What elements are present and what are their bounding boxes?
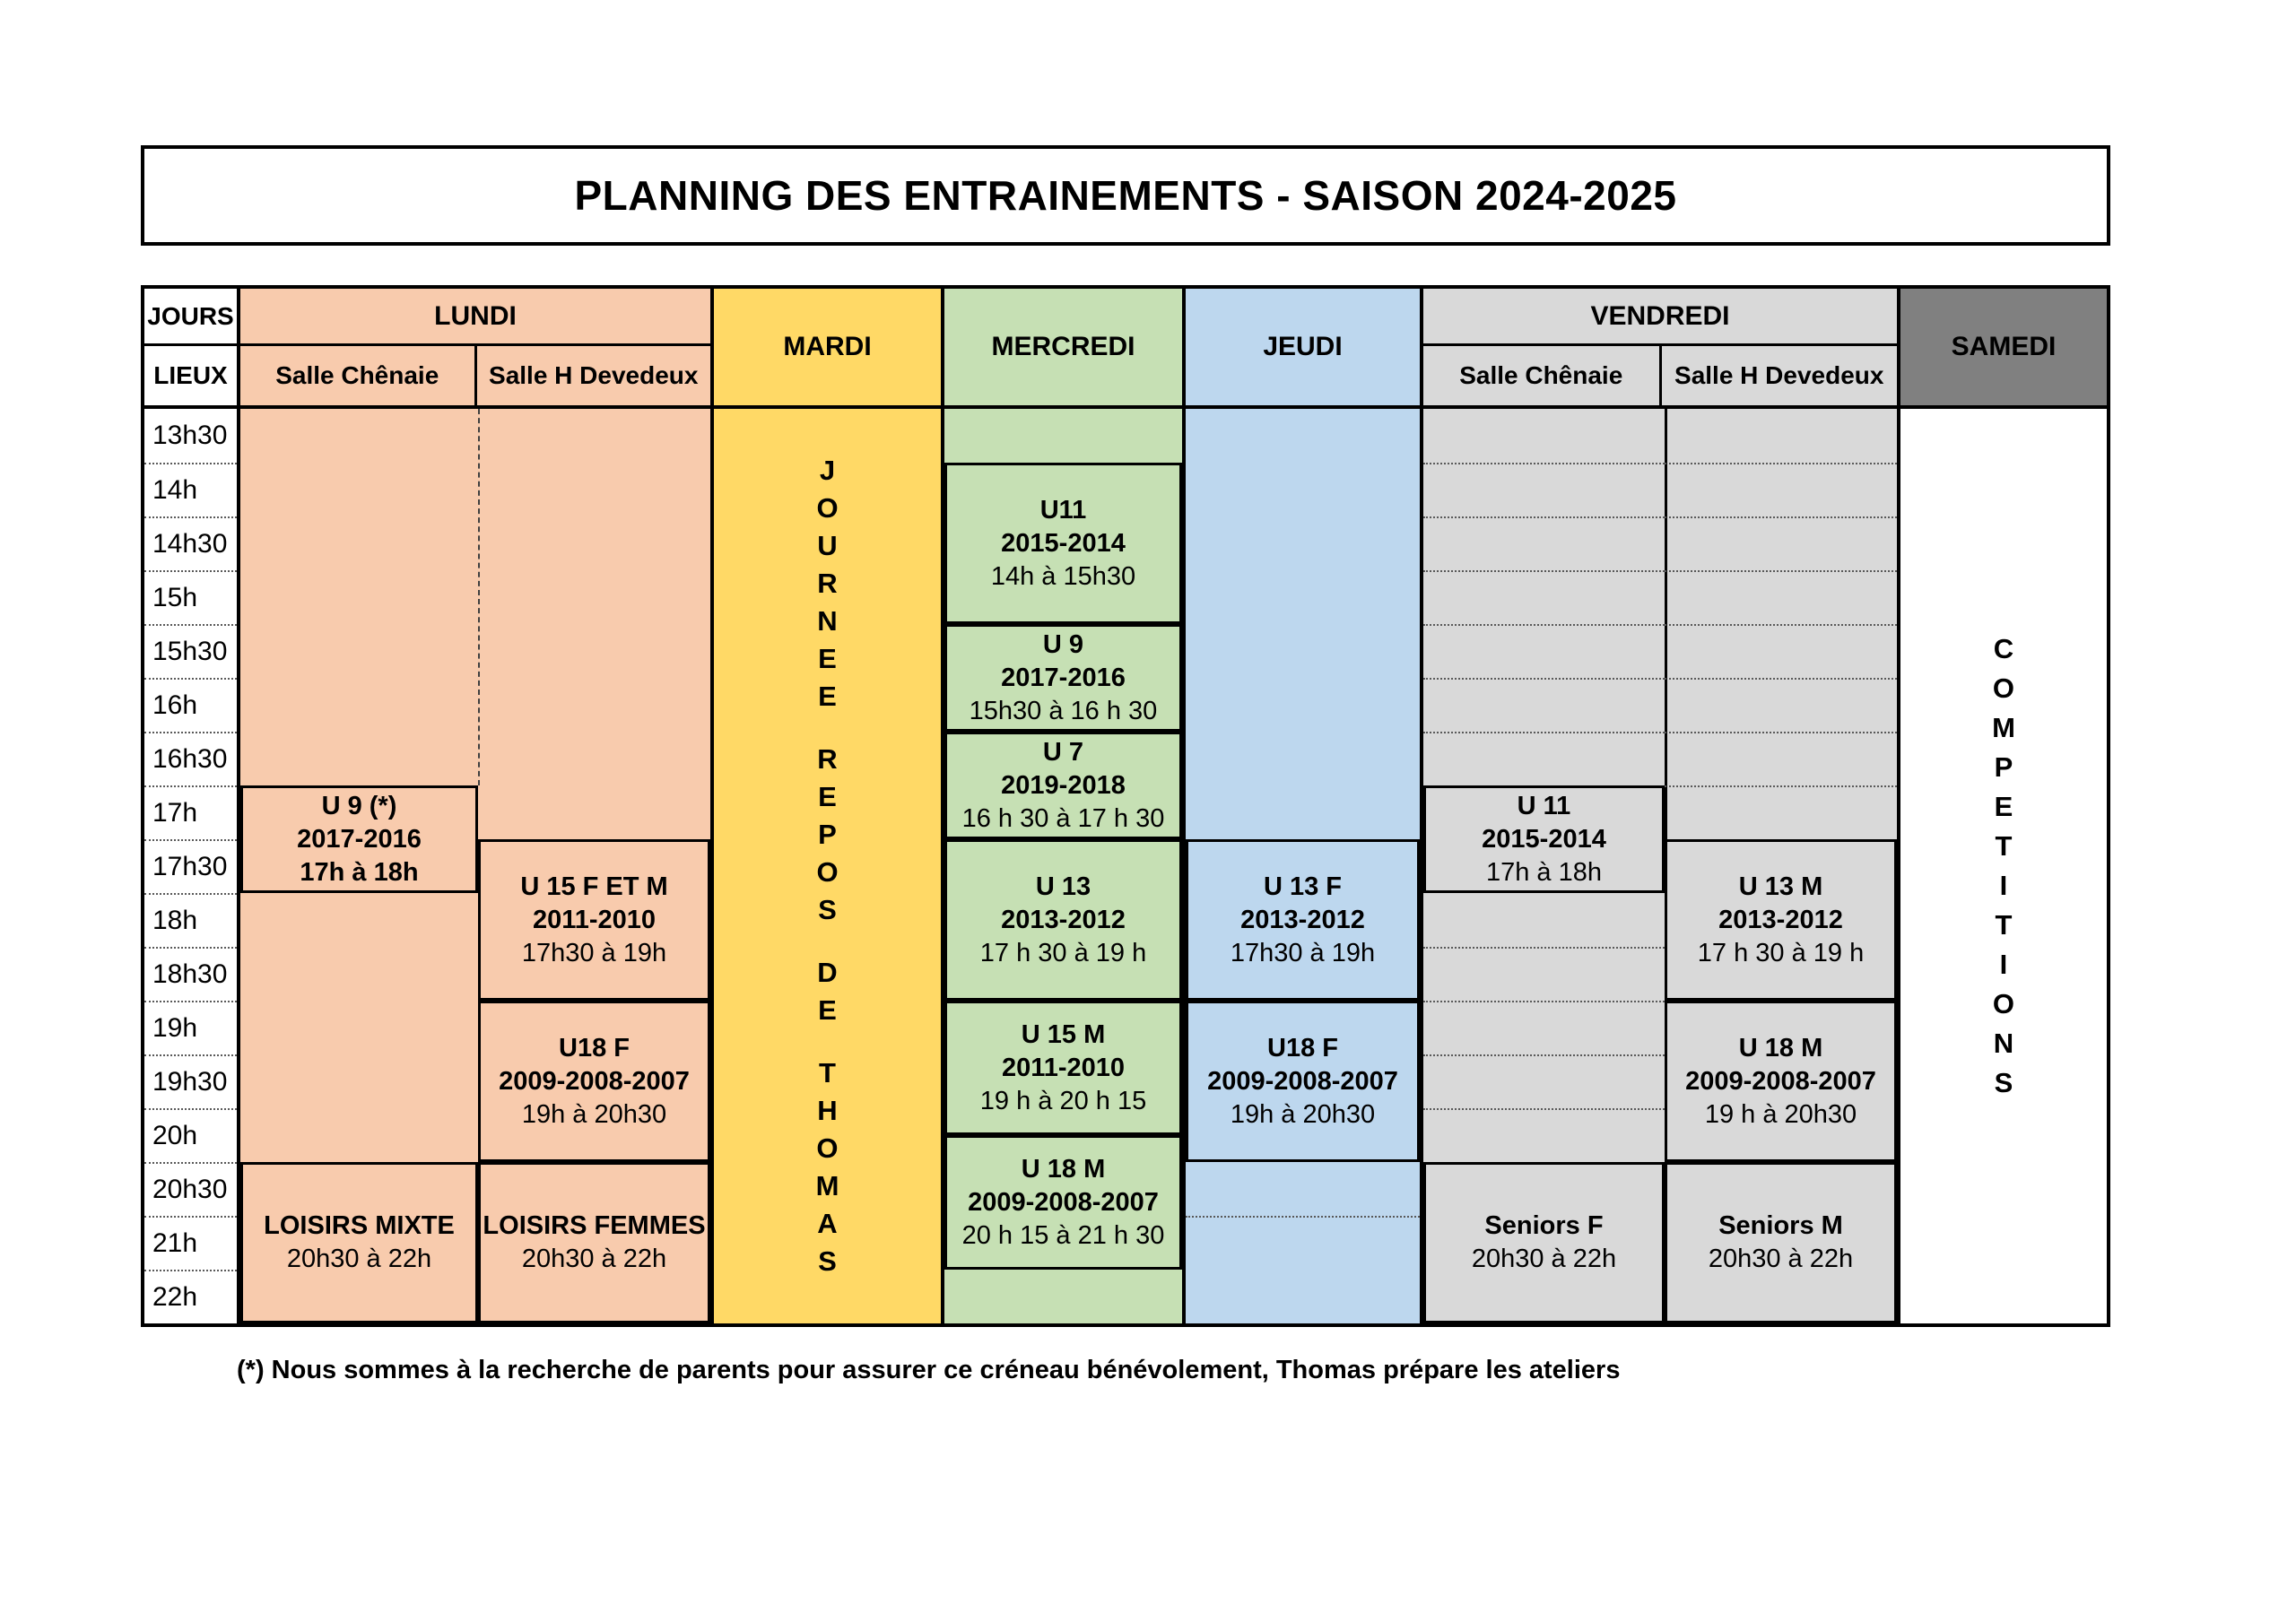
vertical-letter: S: [818, 1245, 837, 1277]
event-cell: [1665, 1162, 1897, 1323]
day-column-jeudi: [1186, 289, 1423, 1323]
event-cell: [1186, 839, 1420, 1001]
event-title: U 11: [1517, 791, 1571, 820]
day-header-jeudi: [1186, 289, 1420, 409]
event-title: U 13 M: [1738, 872, 1823, 901]
time-label: 14h30: [144, 516, 237, 570]
event-title: Seniors M: [1718, 1211, 1843, 1240]
dotted-separator: [1186, 1216, 1420, 1218]
vertical-letter: R: [817, 568, 838, 599]
day-body-vendredi: [1423, 409, 1897, 1323]
time-label: 17h30: [144, 839, 237, 893]
event-cell: [944, 732, 1182, 839]
vertical-letter: S: [1994, 1067, 2013, 1098]
vertical-letter: E: [818, 643, 837, 674]
dotted-separator: [1665, 678, 1897, 680]
vertical-letter: D: [817, 957, 838, 988]
dotted-separator: [1665, 463, 1897, 464]
time-label: 20h: [144, 1108, 237, 1162]
dotted-separator: [1423, 732, 1665, 733]
dotted-separator: [1423, 1054, 1665, 1056]
day-header-vendredi: [1423, 289, 1897, 409]
event-title: U 13: [1035, 872, 1091, 901]
time-label: 20h30: [144, 1162, 237, 1216]
day-column-mercredi: [944, 289, 1186, 1323]
vertical-letter: A: [817, 1208, 838, 1239]
dotted-separator: [1665, 732, 1897, 733]
time-label: 21h: [144, 1216, 237, 1270]
vertical-word: [816, 1054, 839, 1280]
vertical-word: [816, 741, 838, 929]
event-years: 2009-2008-2007: [968, 1187, 1159, 1217]
event-title: U18 F: [1267, 1033, 1338, 1063]
event-title: Seniors F: [1484, 1211, 1604, 1240]
vertical-letter: C: [1993, 633, 2014, 664]
event-cell: [1423, 785, 1665, 893]
vertical-letter: M: [1992, 712, 2015, 743]
event-title: U 15 F ET M: [520, 872, 668, 901]
vertical-letter: O: [1992, 988, 2015, 1019]
event-time: 14h à 15h30: [990, 561, 1136, 591]
vertical-letter: T: [819, 1057, 836, 1089]
event-years: 2013-2012: [1718, 905, 1843, 934]
dotted-separator: [1423, 1108, 1665, 1110]
event-cell: [1665, 839, 1897, 1001]
time-label: 15h: [144, 570, 237, 624]
vertical-letter: O: [816, 1132, 839, 1164]
event-years: 2009-2008-2007: [499, 1066, 690, 1096]
event-title: U11: [1039, 495, 1087, 525]
day-label-jeudi: JEUDI: [1186, 289, 1420, 405]
event-cell: [944, 463, 1182, 624]
day-column-vendredi: [1423, 289, 1900, 1323]
event-cell: [1186, 1001, 1420, 1162]
vertical-letter: E: [818, 781, 837, 812]
vertical-letter: E: [1994, 791, 2013, 822]
event-title: U18 F: [559, 1033, 630, 1063]
event-title: LOISIRS FEMMES: [483, 1211, 706, 1240]
dotted-separator: [1423, 678, 1665, 680]
event-years: 2017-2016: [297, 824, 422, 854]
salle-header: Salle H Devedeux: [474, 346, 711, 405]
vertical-letter: N: [817, 605, 838, 637]
event-time: 17h30 à 19h: [1230, 938, 1376, 967]
day-body-jeudi: [1186, 409, 1420, 1323]
vertical-letter: I: [1999, 870, 2008, 901]
event-years: 2009-2008-2007: [1685, 1066, 1876, 1096]
salle-header-row: [240, 346, 710, 405]
vertical-letter: S: [818, 894, 837, 925]
event-time: 20h30 à 22h: [521, 1245, 667, 1273]
vertical-word: [816, 452, 838, 716]
event-years: 2013-2012: [1001, 905, 1126, 934]
event-title: U 13 F: [1263, 872, 1343, 901]
vertical-letter: P: [818, 819, 837, 850]
event-cell: [240, 785, 478, 893]
event-title: LOISIRS MIXTE: [264, 1211, 455, 1240]
day-column-samedi: [1900, 289, 2107, 1323]
event-cell: [240, 1162, 478, 1323]
event-title: U 9 (*): [321, 791, 397, 820]
event-time: 17 h 30 à 19 h: [1697, 938, 1865, 967]
event-time: 19 h à 20 h 15: [979, 1086, 1147, 1115]
vertical-letter: I: [1999, 949, 2008, 980]
event-time: 19h à 20h30: [521, 1099, 667, 1129]
day-body-mardi: [714, 409, 941, 1323]
day-header-mardi: [714, 289, 941, 409]
corner-header: [144, 289, 237, 409]
event-cell: [944, 839, 1182, 1001]
event-years: 2015-2014: [1001, 528, 1126, 558]
schedule-table: [141, 285, 2110, 1327]
event-title: U 18 M: [1738, 1033, 1823, 1063]
dotted-separator: [1423, 624, 1665, 626]
day-body-lundi: [240, 409, 710, 1323]
event-time: 16 h 30 à 17 h 30: [961, 803, 1165, 833]
dotted-separator: [1665, 516, 1897, 518]
event-years: 2017-2016: [1001, 663, 1126, 692]
event-cell: [944, 1135, 1182, 1270]
vertical-letter: P: [1994, 751, 2013, 783]
event-years: 2011-2010: [532, 905, 657, 934]
vertical-letter: U: [817, 530, 838, 561]
time-label: 22h: [144, 1270, 237, 1323]
event-years: 2015-2014: [1482, 824, 1606, 854]
event-time: 19h à 20h30: [1230, 1099, 1376, 1129]
time-label: 14h: [144, 463, 237, 516]
event-time: 15h30 à 16 h 30: [969, 696, 1158, 725]
vertical-letter: O: [816, 492, 839, 524]
day-header-samedi: [1900, 289, 2107, 409]
vertical-letter: T: [1995, 909, 2013, 941]
event-cell: [1423, 1162, 1665, 1323]
event-time: 17h à 18h: [300, 857, 419, 887]
time-label: 19h: [144, 1001, 237, 1054]
vertical-letter: J: [819, 455, 836, 486]
vertical-letter: E: [818, 681, 837, 712]
dotted-separator: [1665, 785, 1897, 787]
event-cell: [944, 1001, 1182, 1135]
day-header-lundi: [240, 289, 710, 409]
dotted-separator: [1665, 570, 1897, 572]
event-time: 17h à 18h: [1485, 857, 1602, 887]
event-time: 20h30 à 22h: [1471, 1245, 1617, 1273]
time-label: 19h30: [144, 1054, 237, 1108]
day-body-samedi: [1900, 409, 2107, 1323]
event-time: 17h30 à 19h: [521, 938, 667, 967]
time-label: 15h30: [144, 624, 237, 678]
vertical-letter: H: [817, 1095, 838, 1126]
vertical-letter: R: [817, 743, 838, 775]
vertical-letter: O: [1992, 672, 2015, 704]
event-years: 2011-2010: [1001, 1053, 1126, 1082]
day-label-vendredi: VENDREDI: [1423, 289, 1897, 346]
page-title: PLANNING DES ENTRAINEMENTS - SAISON 2024-2025: [141, 145, 2110, 246]
event-years: 2019-2018: [1001, 770, 1126, 800]
event-time: 20h30 à 22h: [1708, 1245, 1854, 1273]
time-column: [144, 289, 240, 1323]
vertical-letter: N: [1993, 1028, 2014, 1059]
event-title: U 9: [1042, 629, 1084, 659]
time-label: 17h: [144, 785, 237, 839]
day-label-samedi: SAMEDI: [1900, 289, 2107, 405]
vertical-word: [817, 954, 837, 1029]
footnote: (*) Nous sommes à la recherche de parents pour assurer ce créneau bénévolement, Thomas prépare les ateliers: [237, 1356, 1621, 1384]
time-label: 13h30: [144, 409, 237, 463]
event-cell: [478, 1162, 710, 1323]
day-column-mardi: [714, 289, 944, 1323]
vertical-letter: T: [1995, 830, 2013, 862]
event-years: 2009-2008-2007: [1207, 1066, 1398, 1096]
event-cell: [478, 839, 710, 1001]
salle-header: Salle Chênaie: [275, 361, 439, 389]
time-label: 16h30: [144, 732, 237, 785]
event-title: U 7: [1042, 737, 1084, 767]
dotted-separator: [1665, 624, 1897, 626]
time-column-body: [144, 409, 237, 1323]
lieux-header: LIEUX: [153, 361, 228, 389]
day-column-lundi: [240, 289, 714, 1323]
event-time: 19 h à 20h30: [1704, 1099, 1857, 1129]
time-label: 18h: [144, 893, 237, 947]
salle-header: Salle Chênaie: [1459, 361, 1623, 389]
day-label-lundi: LUNDI: [240, 289, 710, 346]
dotted-separator: [1423, 1001, 1665, 1002]
vertical-letter: E: [818, 994, 837, 1026]
time-label: 16h: [144, 678, 237, 732]
event-title: U 18 M: [1021, 1154, 1106, 1184]
day-header-mercredi: [944, 289, 1182, 409]
vertical-letter: O: [816, 856, 839, 888]
jours-header: JOURS: [144, 289, 237, 346]
event-time: 20h30 à 22h: [286, 1245, 432, 1273]
column-divider: [478, 409, 480, 785]
event-cell: [944, 624, 1182, 732]
time-label: 18h30: [144, 947, 237, 1001]
dotted-separator: [1423, 947, 1665, 949]
day-body-mercredi: [944, 409, 1182, 1323]
vertical-letter: M: [815, 1170, 839, 1201]
dotted-separator: [1423, 463, 1665, 464]
day-label-mercredi: MERCREDI: [944, 289, 1182, 405]
vertical-text-mardi: [714, 409, 941, 1323]
event-time: 17 h 30 à 19 h: [979, 938, 1147, 967]
salle-header: Salle H Devedeux: [1659, 346, 1898, 405]
dotted-separator: [1423, 516, 1665, 518]
event-years: 2013-2012: [1240, 905, 1365, 934]
event-cell: [1665, 1001, 1897, 1162]
dotted-separator: [1423, 570, 1665, 572]
day-label-mardi: MARDI: [714, 289, 941, 405]
vertical-word: [1992, 629, 2015, 1103]
event-title: U 15 M: [1021, 1019, 1106, 1049]
vertical-text-samedi: [1900, 409, 2107, 1323]
salle-header-row: [1423, 346, 1897, 405]
event-time: 20 h 15 à 21 h 30: [961, 1220, 1165, 1250]
event-cell: [478, 1001, 710, 1162]
